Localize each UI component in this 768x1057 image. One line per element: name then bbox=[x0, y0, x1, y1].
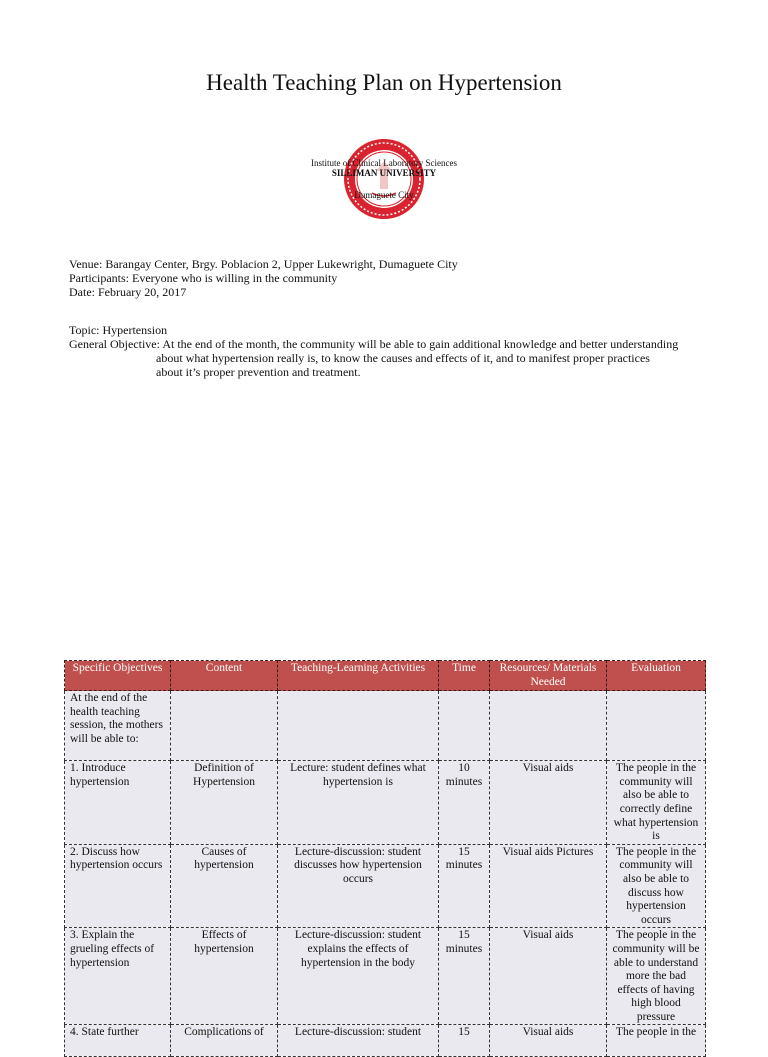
venue-line: Venue: Barangay Center, Brgy. Poblacion 2, Upper Lukewright, Dumaguete City bbox=[69, 257, 458, 271]
header-specific-objectives: Specific Objectives bbox=[65, 661, 171, 691]
header-time: Time bbox=[439, 661, 490, 691]
table-cell: Lecture-discussion: student explains the effects of hypertension in the body bbox=[278, 928, 439, 1025]
table-cell: The people in the community will also be able to correctly define what hypertension is bbox=[607, 761, 706, 845]
topic-line: Topic: Hypertension bbox=[69, 323, 168, 337]
header-activities: Teaching-Learning Activities bbox=[278, 661, 439, 691]
date-line: Date: February 20, 2017 bbox=[69, 285, 187, 299]
table-row bbox=[65, 844, 706, 928]
general-objective bbox=[69, 337, 679, 379]
table-cell: Visual aids bbox=[490, 1025, 607, 1057]
table-header-row bbox=[65, 661, 706, 691]
table-row bbox=[65, 761, 706, 845]
header-content: Content bbox=[171, 661, 278, 691]
table-cell: The people in the community will be able to understand more the bad effects of having high blood pressure bbox=[607, 928, 706, 1025]
table-cell: The people in the bbox=[607, 1025, 706, 1057]
table-cell: 4. State further bbox=[65, 1025, 171, 1057]
table-row bbox=[65, 1025, 706, 1057]
table-cell: Causes of hypertension bbox=[171, 844, 278, 928]
table-cell: 2. Discuss how hypertension occurs bbox=[65, 844, 171, 928]
seal-city-text: Dumaguete City bbox=[354, 190, 414, 200]
table-cell: 10 minutes bbox=[439, 761, 490, 845]
table-cell: Lecture: student defines what hypertension is bbox=[278, 761, 439, 845]
participants-line: Participants: Everyone who is willing in the community bbox=[69, 271, 338, 285]
seal-institute-text: Institute of Clinical Laboratory Sciences bbox=[311, 158, 457, 168]
table-cell: Effects of hypertension bbox=[171, 928, 278, 1025]
table-cell: 15 bbox=[439, 1025, 490, 1057]
header-resources: Resources/ Materials Needed bbox=[490, 661, 607, 691]
header-evaluation: Evaluation bbox=[607, 661, 706, 691]
table-cell: Visual aids Pictures bbox=[490, 844, 607, 928]
table-cell: 15 minutes bbox=[439, 928, 490, 1025]
table-cell: Lecture-discussion: student bbox=[278, 1025, 439, 1057]
table-cell: 3. Explain the grueling effects of hypertension bbox=[65, 928, 171, 1025]
table-cell: Visual aids bbox=[490, 928, 607, 1025]
table-cell: Lecture-discussion: student discusses how hypertension occurs bbox=[278, 844, 439, 928]
table-cell: 1. Introduce hypertension bbox=[65, 761, 171, 845]
general-objective-text: At the end of the month, the community will be able to gain additional knowledge and better understanding about what hypertension really is, to know the causes and effects of it, and to manifest proper practices about it’s proper prevention and treatment. bbox=[156, 337, 679, 379]
document-title: Health Teaching Plan on Hypertension bbox=[206, 70, 562, 95]
university-seal-logo bbox=[342, 137, 426, 221]
table-cell: 15 minutes bbox=[439, 844, 490, 928]
table-cell: Visual aids bbox=[490, 761, 607, 845]
table-row bbox=[65, 928, 706, 1025]
general-objective-label: General Objective: bbox=[69, 337, 160, 351]
table-cell: The people in the community will also be able to discuss how hypertension occurs bbox=[607, 844, 706, 928]
table-cell: Complications of bbox=[171, 1025, 278, 1057]
seal-university-text: SILLIMAN UNIVERSITY bbox=[331, 168, 437, 178]
table-cell: Definition of Hypertension bbox=[171, 761, 278, 845]
table-row-intro bbox=[65, 691, 706, 761]
seal-icon bbox=[342, 137, 426, 221]
intro-cell: At the end of the health teaching session, the mothers will be able to: bbox=[65, 691, 171, 761]
teaching-plan-table bbox=[64, 660, 706, 1057]
